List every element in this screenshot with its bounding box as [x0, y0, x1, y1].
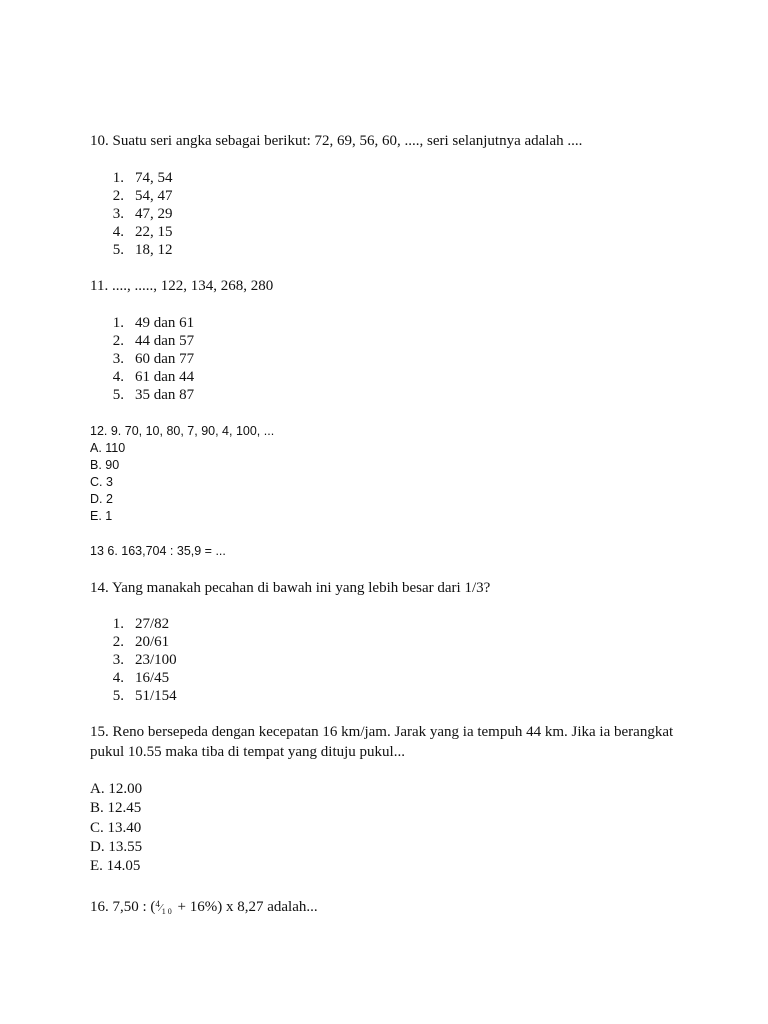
option-text: 49 dan 61 [135, 315, 195, 331]
option-number: 5. [112, 688, 124, 704]
fraction-denominator: 10 [161, 907, 174, 916]
option-text: 74, 54 [135, 170, 173, 186]
option-item [90, 223, 690, 241]
option-text: A. 12.00 [90, 781, 143, 797]
question-12-text: 12. 9. 70, 10, 80, 7, 90, 4, 100, ... [90, 424, 275, 438]
question-16-prefix: 16. 7,50 : ( [90, 899, 156, 915]
option-number: 3. [112, 652, 124, 668]
option-text: A. 110 [90, 441, 126, 455]
option-item [90, 615, 690, 633]
option-text: B. 90 [90, 458, 120, 472]
option-text: 51/154 [135, 688, 177, 704]
option-text: 18, 12 [135, 242, 173, 258]
option-text: 23/100 [135, 652, 177, 668]
question-16 [90, 895, 690, 921]
option-text: D. 13.55 [90, 838, 143, 855]
option-item [90, 687, 690, 705]
option-item [90, 386, 690, 404]
option-number: 3. [112, 351, 124, 367]
option-text: 61 dan 44 [135, 369, 195, 385]
option-number: 5. [112, 242, 124, 258]
question-14-text: 14. Yang manakah pecahan di bawah ini yang lebih besar dari 1/3? [90, 580, 491, 596]
option-number: 2. [112, 634, 124, 650]
option-number: 3. [112, 206, 124, 222]
option-number: 5. [112, 387, 124, 403]
option-number: 4. [112, 670, 124, 686]
question-10 [90, 132, 690, 150]
question-13 [90, 543, 690, 560]
question-16-text [90, 895, 690, 921]
option-text: 47, 29 [135, 206, 173, 222]
question-15-line-2: pukul 10.55 maka tiba di tempat yang dituju pukul... [90, 744, 405, 760]
option-item [90, 350, 690, 368]
fraction-numerator: 4 [155, 899, 160, 909]
question-15 [90, 723, 730, 761]
question-12 [90, 423, 690, 525]
option-number: 1. [112, 170, 124, 186]
option-number: 1. [112, 616, 124, 632]
option-text: 16/45 [135, 670, 170, 686]
option-text: E. 14.05 [90, 858, 141, 875]
question-14-options [90, 615, 690, 705]
option-item [90, 241, 690, 259]
option-number: 4. [112, 369, 124, 385]
option-number: 4. [112, 224, 124, 240]
option-text: C. 3 [90, 475, 113, 489]
option-item [90, 314, 690, 332]
option-item [90, 633, 690, 651]
option-text: E. 1 [90, 509, 113, 523]
option-text: 60 dan 77 [135, 351, 195, 367]
question-10-options [90, 169, 690, 259]
option-item [90, 332, 690, 350]
option-text: 20/61 [135, 634, 170, 650]
option-number: 1. [112, 315, 124, 331]
option-item [90, 368, 690, 386]
option-text: 54, 47 [135, 188, 173, 204]
question-15-options [90, 780, 690, 876]
question-13-text: 13 6. 163,704 : 35,9 = ... [90, 544, 226, 558]
option-item [90, 669, 690, 687]
option-text: C. 13.40 [90, 819, 142, 836]
option-item [90, 651, 690, 669]
option-text: 35 dan 87 [135, 387, 195, 403]
question-16-suffix: + 16%) x 8,27 adalah... [173, 899, 318, 915]
question-15-line-1: 15. Reno bersepeda dengan kecepatan 16 km/jam. Jarak yang ia tempuh 44 km. Jika ia berangkat [90, 724, 674, 740]
option-number: 2. [112, 333, 124, 349]
question-14 [90, 579, 690, 597]
option-number: 2. [112, 188, 124, 204]
question-10-text: 10. Suatu seri angka sebagai berikut: 72, 69, 56, 60, ...., seri selanjutnya adalah .... [90, 133, 583, 149]
question-11 [90, 277, 690, 295]
question-11-options [90, 314, 690, 404]
option-text: 27/82 [135, 616, 170, 632]
option-item [90, 169, 690, 187]
option-text: 44 dan 57 [135, 333, 195, 349]
option-text: 22, 15 [135, 224, 173, 240]
option-text: D. 2 [90, 492, 113, 506]
option-item [90, 187, 690, 205]
option-item [90, 205, 690, 223]
fraction: $^4⁄_{10}$ [155, 899, 174, 916]
question-11-text: 11. ...., ....., 122, 134, 268, 280 [90, 278, 274, 294]
option-text: B. 12.45 [90, 800, 142, 817]
